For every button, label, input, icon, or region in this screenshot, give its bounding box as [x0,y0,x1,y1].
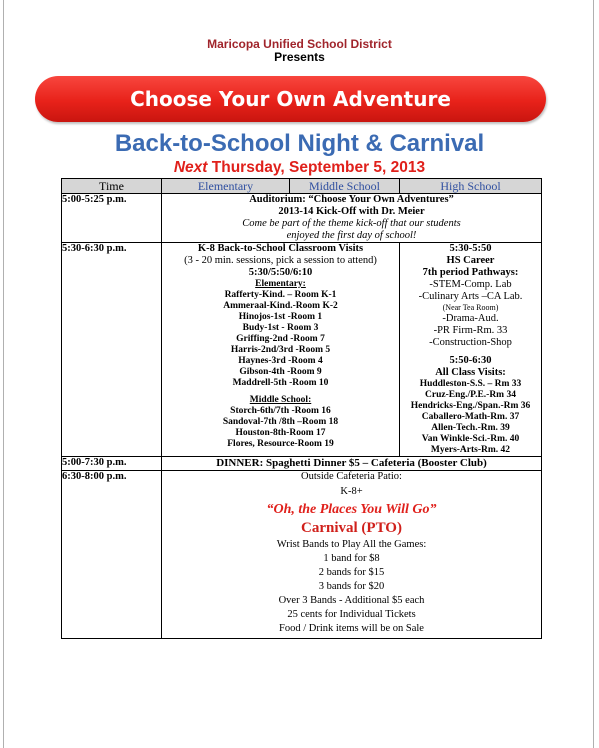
date-rest: Thursday, September 5, 2013 [207,159,426,176]
header-elementary: Elementary [162,179,290,194]
price-line: Over 3 Bands - Additional $5 each [278,595,425,606]
row-dinner [62,457,542,471]
time-cell: 6:30-8:00 p.m. [62,471,162,639]
dinner-text: DINNER: Spaghetti Dinner $5 – Cafeteria (Booster Club) [216,457,487,469]
wristband-heading: Wrist Bands to Play All the Games: [276,539,427,550]
hs-room: Van Winkle-Sci.-Rm. 40 [421,434,520,444]
price-line: 2 bands for $15 [318,567,385,578]
elementary-room: Budy-1st - Room 3 [242,323,319,333]
k8-session-times: 5:30/5:50/6:10 [248,267,313,278]
carnival-title: Carnival (PTO) [301,520,402,536]
kickoff-line-1: Auditorium: “Choose Your Own Adventures” [249,194,454,205]
k8-title: K-8 Back-to-School Classroom Visits [197,243,364,254]
price-line: 1 band for $8 [323,553,380,564]
time-cell: 5:00-5:25 p.m. [62,194,162,243]
kickoff-line-4: enjoyed the first day of school! [286,230,417,241]
carnival-theme: “Oh, the Places You Will Go” [266,502,437,517]
banner [35,76,546,122]
hs-pathway: -Drama-Aud. [442,313,499,324]
hs-room: Myers-Arts-Rm. 42 [430,445,511,455]
hs-room: Cruz-Eng./P.E.-Rm 34 [425,390,516,400]
district-name: Maricopa Unified School District [207,37,392,51]
row-carnival [62,471,542,639]
hs-visits-heading: All Class Visits: [435,367,506,378]
banner-text: Choose Your Own Adventure [130,87,451,111]
header-high-school: High School [400,179,542,194]
date-prefix: Next [173,159,208,176]
time-cell: 5:00-7:30 p.m. [62,457,162,471]
event-date [0,159,599,177]
elementary-room: Rafferty-Kind. – Room K-1 [224,290,337,300]
elementary-room: Harris-2nd/3rd -Room 5 [230,345,331,355]
carnival-cell [162,471,542,639]
row-classroom-visits [62,243,542,457]
elementary-room: Maddrell-5th -Room 10 [232,378,329,388]
hs-career-title: HS Career [446,255,495,266]
elementary-room: Haynes-3rd -Room 4 [238,356,323,366]
hs-time-2: 5:50-6:30 [449,355,492,366]
middle-school-room: Sandoval-7th /8th –Room 18 [222,417,339,427]
middle-school-room: Storch-6th/7th -Room 16 [230,406,331,416]
kickoff-line-3: Come be part of the theme kick-off that our students [242,218,461,229]
kickoff-cell [162,194,542,243]
hs-pathway: -Construction-Shop [429,337,512,348]
dinner-cell [162,457,542,471]
middle-school-room: Houston-8th-Room 17 [235,428,326,438]
k8-visits-cell [162,243,400,457]
elementary-heading: Elementary: [255,279,306,289]
hs-pathway: -STEM-Comp. Lab [429,279,512,290]
carnival-location: Outside Cafeteria Patio: [301,471,402,482]
hs-room: Huddleston-S.S. – Rm 33 [419,379,522,389]
food-note: Food / Drink items will be on Sale [279,623,424,634]
middle-school-room: Flores, Resource-Room 19 [227,439,334,449]
k8-subtitle: (3 - 20 min. sessions, pick a session to attend) [184,255,377,266]
carnival-grades: K-8+ [340,486,363,497]
middle-school-heading: Middle School: [249,395,312,405]
header-time: Time [62,179,162,194]
hs-pathway-note: (Near Tea Room) [442,303,499,312]
header-middle-school: Middle School [290,179,400,194]
elementary-room: Ammeraal-Kind.-Room K-2 [223,301,338,311]
elementary-room: Hinojos-1st -Room 1 [238,312,323,322]
elementary-room: Griffing-2nd -Room 7 [236,334,325,344]
row-kickoff [62,194,542,243]
hs-pathway: -PR Firm-Rm. 33 [433,325,508,336]
high-school-cell [400,243,542,457]
hs-pathways-heading: 7th period Pathways: [422,267,519,278]
elementary-room: Gibson-4th -Room 9 [239,367,322,377]
kickoff-line-2: 2013-14 Kick-Off with Dr. Meier [278,206,425,217]
hs-pathway: -Culinary Arts –CA Lab. [418,291,523,302]
time-cell: 5:30-6:30 p.m. [62,243,162,457]
presents-text: Presents [274,50,325,64]
hs-time-1: 5:30-5:50 [449,243,492,254]
hs-room: Hendricks-Eng./Span.-Rm 36 [410,401,531,411]
hs-room: Allen-Tech.-Rm. 39 [431,423,510,433]
event-title: Back-to-School Night & Carnival [114,130,485,157]
price-line: 25 cents for Individual Tickets [287,609,416,620]
price-line: 3 bands for $20 [318,581,385,592]
header-row [62,179,542,194]
schedule-table [61,178,542,639]
hs-room: Caballero-Math-Rm. 37 [421,412,520,422]
